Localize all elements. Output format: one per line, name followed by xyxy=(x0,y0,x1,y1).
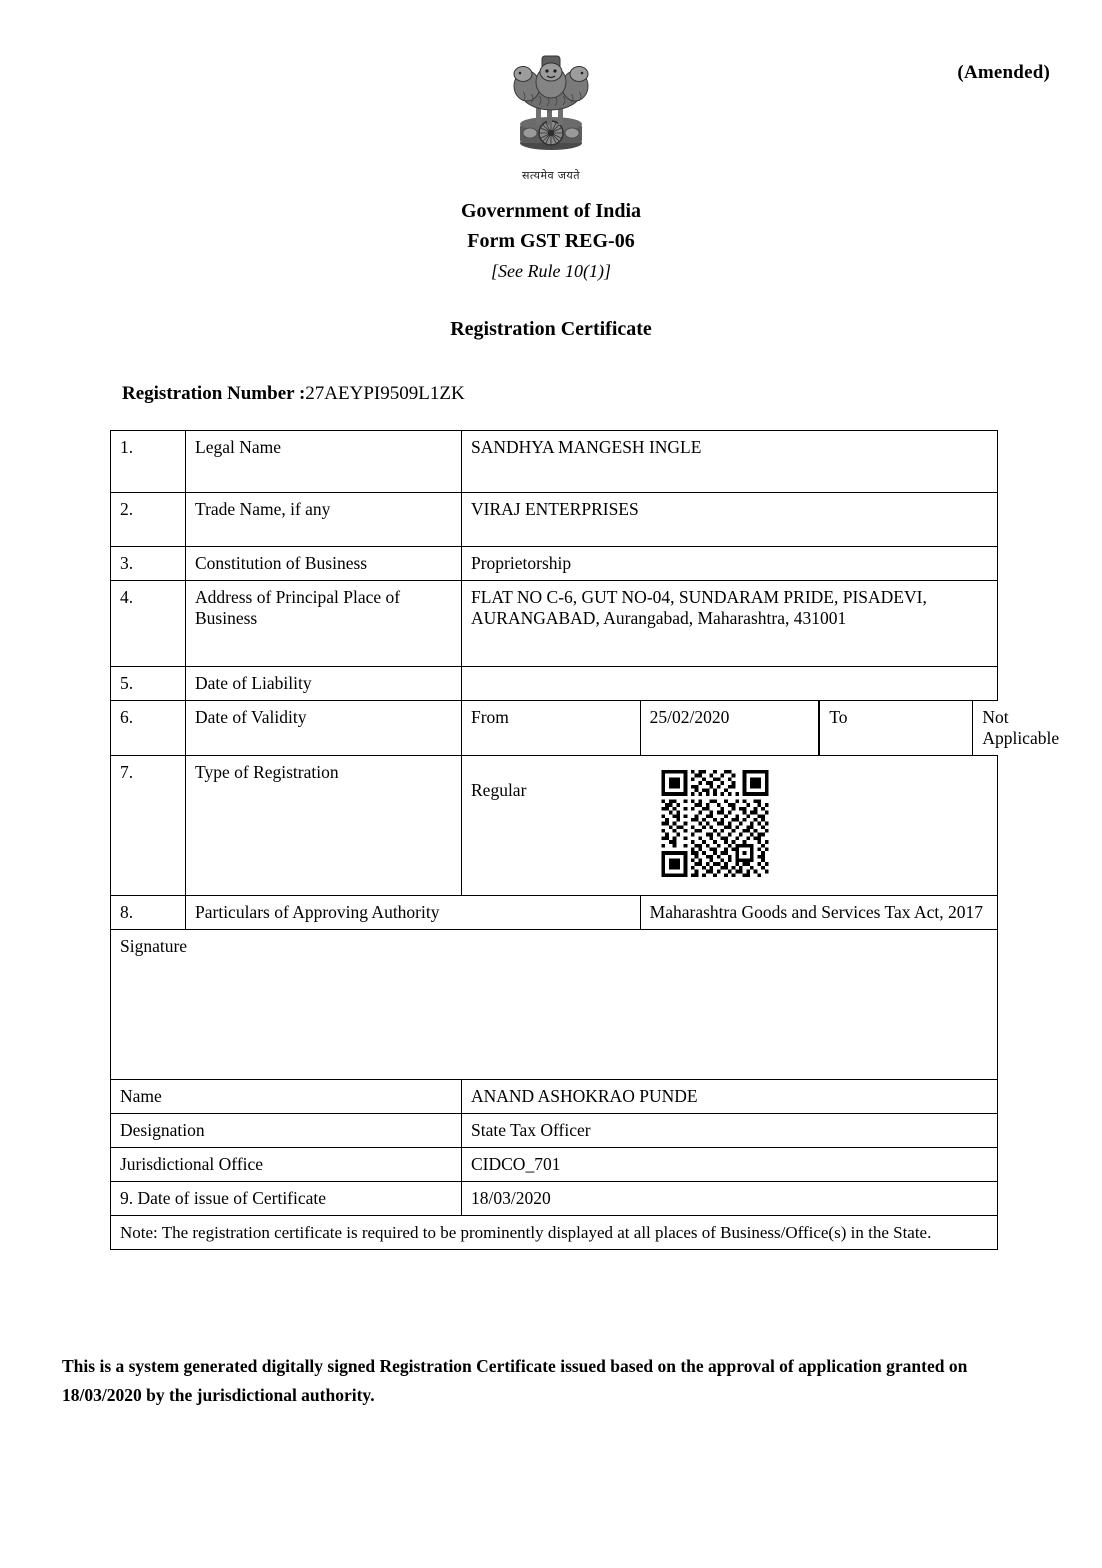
note-text: Note: The registration certificate is required to be prominently displayed at all places of Business/Office(s) in the State. xyxy=(111,1216,998,1250)
row-number-3: 3. xyxy=(111,547,186,581)
row-value-constitution: Proprietorship xyxy=(462,547,998,581)
government-title: Government of India xyxy=(461,200,641,222)
table-row-type-of-registration xyxy=(111,756,998,896)
registration-number-line xyxy=(122,383,465,405)
officer-designation-value: State Tax Officer xyxy=(462,1114,998,1148)
row-value-legal-name: SANDHYA MANGESH INGLE xyxy=(462,431,998,493)
row-label-approving-authority: Particulars of Approving Authority xyxy=(186,896,641,930)
title-block xyxy=(0,196,1102,286)
registration-number-label: Registration Number : xyxy=(122,383,306,404)
row-value-trade-name: VIRAJ ENTERPRISES xyxy=(462,493,998,547)
footer-statement: This is a system generated digitally signed Registration Certificate issued based on the approval of application granted on 18/03/2020 by the jurisdictional authority. xyxy=(62,1356,968,1405)
amended-label: (Amended) xyxy=(957,62,1050,83)
row-label-date-of-liability: Date of Liability xyxy=(186,667,462,701)
table-row-legal-name xyxy=(111,431,998,493)
type-of-registration-value: Regular xyxy=(471,780,527,800)
row-value-approving-authority: Maharashtra Goods and Services Tax Act, 2017 xyxy=(640,896,997,930)
row-number-7: 7. xyxy=(111,756,186,896)
jurisdictional-office-label: Jurisdictional Office xyxy=(111,1148,462,1182)
row-number-6: 6. xyxy=(111,701,186,756)
validity-to-cell xyxy=(819,701,1060,756)
qr-code-icon xyxy=(656,770,774,877)
registration-number-value: 27AEYPI9509L1ZK xyxy=(305,383,465,404)
emblem-motto: सत्यमेव जयते xyxy=(521,170,581,182)
jurisdictional-office-value: CIDCO_701 xyxy=(462,1148,998,1182)
row-number-5: 5. xyxy=(111,667,186,701)
table-row-jurisdictional-office xyxy=(111,1148,998,1182)
row-value-type-of-registration xyxy=(462,756,998,896)
row-number-4: 4. xyxy=(111,581,186,667)
table-row-date-of-validity xyxy=(111,701,998,756)
rule-reference: [See Rule 10(1)] xyxy=(491,261,611,281)
table-row-note xyxy=(111,1216,998,1250)
table-row-address xyxy=(111,581,998,667)
table-row-officer-name xyxy=(111,1080,998,1114)
row-value-address xyxy=(462,581,998,667)
table-row-approving-authority xyxy=(111,896,998,930)
officer-designation-label: Designation xyxy=(111,1114,462,1148)
signature-block xyxy=(111,930,998,1080)
table-row-constitution xyxy=(111,547,998,581)
officer-name-value: ANAND ASHOKRAO PUNDE xyxy=(462,1080,998,1114)
row-number-1: 1. xyxy=(111,431,186,493)
table-row-date-of-liability xyxy=(111,667,998,701)
table-row-trade-name xyxy=(111,493,998,547)
certificate-details-table xyxy=(110,430,1060,1250)
row-label-type-of-registration: Type of Registration xyxy=(186,756,462,896)
india-state-emblem-icon xyxy=(503,42,599,162)
document-title: Registration Certificate xyxy=(450,318,652,340)
address-line-1: FLAT NO C-6, GUT NO-04, SUNDARAM PRIDE, PISADEVI, xyxy=(471,587,927,607)
row-label-constitution: Constitution of Business xyxy=(186,547,462,581)
row-label-address: Address of Principal Place of Business xyxy=(186,581,462,667)
row-number-8: 8. xyxy=(111,896,186,930)
table-row-signature xyxy=(111,930,998,1080)
signature-label: Signature xyxy=(120,936,188,956)
table-row-date-of-issue xyxy=(111,1182,998,1216)
validity-to-value: Not Applicable xyxy=(982,707,1060,748)
row-value-date-of-liability xyxy=(462,667,998,701)
form-name: Form GST REG-06 xyxy=(467,230,635,252)
emblem-block xyxy=(0,42,1102,183)
officer-name-label: Name xyxy=(111,1080,462,1114)
row-label-date-of-validity: Date of Validity xyxy=(186,701,462,756)
row-label-legal-name: Legal Name xyxy=(186,431,462,493)
address-line-2: AURANGABAD, Aurangabad, Maharashtra, 431001 xyxy=(471,608,847,628)
date-of-issue-value: 18/03/2020 xyxy=(462,1182,998,1216)
row-label-trade-name: Trade Name, if any xyxy=(186,493,462,547)
validity-from-label: From xyxy=(462,701,641,756)
validity-to-label: To xyxy=(820,701,973,755)
validity-from-value: 25/02/2020 xyxy=(640,701,819,756)
table-row-officer-designation xyxy=(111,1114,998,1148)
row-number-2: 2. xyxy=(111,493,186,547)
date-of-issue-label: 9. Date of issue of Certificate xyxy=(111,1182,462,1216)
